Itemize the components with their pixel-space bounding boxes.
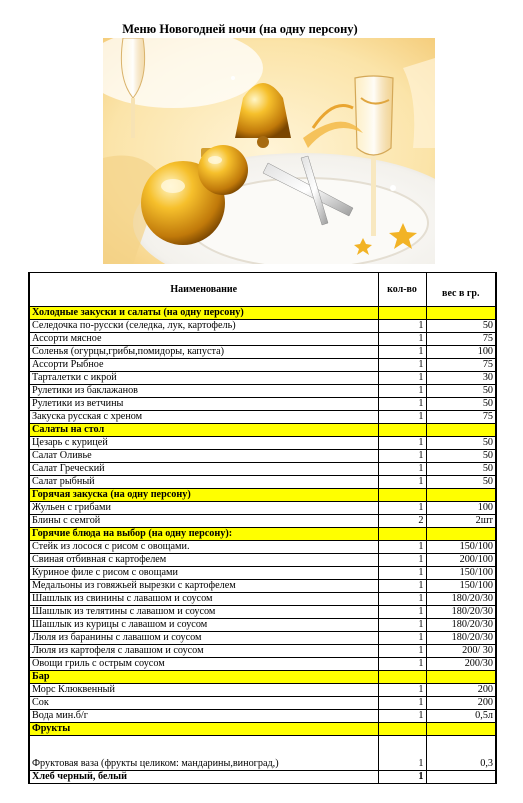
table-row xyxy=(29,554,496,567)
dish-qty: 1 xyxy=(378,502,426,515)
table-row xyxy=(29,398,496,411)
dish-name: Салат Оливье xyxy=(29,450,378,463)
dish-name: Жульен с грибами xyxy=(29,502,378,515)
dish-qty: 1 xyxy=(378,411,426,424)
column-header-qty: кол-во xyxy=(378,273,426,307)
dish-qty: 1 xyxy=(378,437,426,450)
dish-name: Вода мин.б/г xyxy=(29,710,378,723)
dish-qty: 1 xyxy=(378,606,426,619)
dish-qty xyxy=(378,424,426,437)
dish-name: Тарталетки с икрой xyxy=(29,372,378,385)
new-year-table-photo xyxy=(103,38,435,264)
dish-qty xyxy=(378,671,426,684)
table-row xyxy=(29,502,496,515)
dish-qty xyxy=(378,489,426,502)
dish-name: Овощи гриль с острым соусом xyxy=(29,658,378,671)
table-row xyxy=(29,437,496,450)
table-row xyxy=(29,476,496,489)
dish-qty: 1 xyxy=(378,710,426,723)
table-row xyxy=(29,385,496,398)
dish-name: Блины с семгой xyxy=(29,515,378,528)
dish-qty: 1 xyxy=(378,476,426,489)
dish-qty: 1 xyxy=(378,554,426,567)
dish-name: Свиная отбивная с картофелем xyxy=(29,554,378,567)
table-row xyxy=(29,632,496,645)
table-row xyxy=(29,619,496,632)
menu-table-body xyxy=(29,307,496,784)
table-row xyxy=(29,697,496,710)
table-header-row xyxy=(29,273,496,307)
category-row xyxy=(29,671,496,684)
dish-qty: 1 xyxy=(378,580,426,593)
dish-name: Люля из картофеля с лавашом и соусом xyxy=(29,645,378,658)
dish-weight: 50 xyxy=(426,476,496,489)
dish-name: Шашлык из телятины с лавашом и соусом xyxy=(29,606,378,619)
dish-weight: 30 xyxy=(426,372,496,385)
dish-weight: 100 xyxy=(426,346,496,359)
table-row xyxy=(29,320,496,333)
dish-qty: 1 xyxy=(378,372,426,385)
page-title: Меню Новогодней ночи (на одну персону) xyxy=(122,22,358,36)
dish-name: Ассорти Рыбное xyxy=(29,359,378,372)
dish-weight: 50 xyxy=(426,463,496,476)
column-header-name: Наименование xyxy=(29,273,378,307)
dish-weight: 150/100 xyxy=(426,567,496,580)
category-row xyxy=(29,424,496,437)
table-row xyxy=(29,333,496,346)
dish-qty: 1 xyxy=(378,463,426,476)
dish-weight xyxy=(426,489,496,502)
table-row xyxy=(29,771,496,784)
dish-weight xyxy=(426,307,496,320)
dish-weight: 200/30 xyxy=(426,658,496,671)
dish-qty: 1 xyxy=(378,658,426,671)
dish-name: Рулетики из ветчины xyxy=(29,398,378,411)
dish-name: Шашлык из курицы с лавашом и соусом xyxy=(29,619,378,632)
dish-name: Закуска русская с хреном xyxy=(29,411,378,424)
dish-name: Цезарь с курицей xyxy=(29,437,378,450)
dish-weight: 75 xyxy=(426,333,496,346)
table-row xyxy=(29,450,496,463)
table-row xyxy=(29,684,496,697)
table-row xyxy=(29,567,496,580)
dish-qty: 1 xyxy=(378,385,426,398)
dish-qty: 1 xyxy=(378,645,426,658)
dish-qty: 1 xyxy=(378,320,426,333)
dish-name: Люля из баранины с лавашом и соусом xyxy=(29,632,378,645)
dish-qty xyxy=(378,307,426,320)
dish-weight: 0,5л xyxy=(426,710,496,723)
dish-weight: 0,3 xyxy=(426,736,496,771)
dish-name: Соленья (огурцы,грибы,помидоры, капуста) xyxy=(29,346,378,359)
table-row xyxy=(29,645,496,658)
dish-name: Морс Клюквенный xyxy=(29,684,378,697)
dish-weight: 50 xyxy=(426,450,496,463)
dish-name: Медальоны из говяжьей вырезки с картофелем xyxy=(29,580,378,593)
dish-name: Стейк из лосося с рисом с овощами. xyxy=(29,541,378,554)
dish-qty: 1 xyxy=(378,771,426,784)
table-row xyxy=(29,411,496,424)
dish-weight: 2шт xyxy=(426,515,496,528)
dish-qty: 1 xyxy=(378,333,426,346)
table-row xyxy=(29,736,496,771)
dish-qty: 1 xyxy=(378,619,426,632)
table-row xyxy=(29,658,496,671)
category-title: Холодные закуски и салаты (на одну персону) xyxy=(29,307,378,320)
category-row xyxy=(29,528,496,541)
table-row xyxy=(29,541,496,554)
dish-qty: 1 xyxy=(378,632,426,645)
menu-table xyxy=(28,272,497,784)
dish-weight xyxy=(426,723,496,736)
dish-name: Рулетики из баклажанов xyxy=(29,385,378,398)
dish-weight: 200/ 30 xyxy=(426,645,496,658)
dish-weight: 50 xyxy=(426,398,496,411)
dish-qty xyxy=(378,528,426,541)
dish-weight: 200 xyxy=(426,697,496,710)
table-row xyxy=(29,359,496,372)
dish-name: Салат рыбный xyxy=(29,476,378,489)
dish-weight: 100 xyxy=(426,502,496,515)
category-row xyxy=(29,307,496,320)
table-row xyxy=(29,346,496,359)
dish-weight: 180/20/30 xyxy=(426,632,496,645)
dish-name: Ассорти мясное xyxy=(29,333,378,346)
dish-qty: 1 xyxy=(378,736,426,771)
dish-name: Фруктовая ваза (фрукты целиком: мандарины,виноград,) xyxy=(29,736,378,771)
category-row xyxy=(29,723,496,736)
dish-qty: 1 xyxy=(378,346,426,359)
dish-weight: 180/20/30 xyxy=(426,619,496,632)
dish-qty: 1 xyxy=(378,684,426,697)
dish-weight: 75 xyxy=(426,411,496,424)
dish-qty: 1 xyxy=(378,697,426,710)
dish-weight: 50 xyxy=(426,437,496,450)
dish-weight: 50 xyxy=(426,320,496,333)
dish-qty: 1 xyxy=(378,593,426,606)
dish-name: Куриное филе с рисом с овощами xyxy=(29,567,378,580)
category-title: Бар xyxy=(29,671,378,684)
dish-weight: 150/100 xyxy=(426,541,496,554)
dish-qty: 1 xyxy=(378,359,426,372)
table-row xyxy=(29,372,496,385)
category-title: Горячая закуска (на одну персону) xyxy=(29,489,378,502)
dish-weight: 200/100 xyxy=(426,554,496,567)
category-row xyxy=(29,489,496,502)
dish-weight xyxy=(426,771,496,784)
column-header-weight: вес в гр. xyxy=(426,273,496,307)
category-title: Горячие блюда на выбор (на одну персону): xyxy=(29,528,378,541)
dish-weight xyxy=(426,528,496,541)
dish-weight: 180/20/30 xyxy=(426,593,496,606)
table-row xyxy=(29,593,496,606)
dish-qty: 1 xyxy=(378,398,426,411)
table-row xyxy=(29,580,496,593)
dish-weight: 200 xyxy=(426,684,496,697)
dish-name: Сок xyxy=(29,697,378,710)
dish-qty xyxy=(378,723,426,736)
dish-name: Хлеб черный, белый xyxy=(29,771,378,784)
dish-qty: 2 xyxy=(378,515,426,528)
category-title: Фрукты xyxy=(29,723,378,736)
dish-qty: 1 xyxy=(378,541,426,554)
dish-weight: 150/100 xyxy=(426,580,496,593)
dish-weight: 75 xyxy=(426,359,496,372)
dish-weight: 50 xyxy=(426,385,496,398)
category-title: Салаты на стол xyxy=(29,424,378,437)
gold-ornament-icon xyxy=(198,145,248,195)
dish-qty: 1 xyxy=(378,450,426,463)
table-row xyxy=(29,606,496,619)
photo-illustration xyxy=(103,38,435,264)
dish-name: Салат Греческий xyxy=(29,463,378,476)
table-row xyxy=(29,710,496,723)
dish-weight xyxy=(426,424,496,437)
dish-name: Шашлык из свинины с лавашом и соусом xyxy=(29,593,378,606)
dish-weight xyxy=(426,671,496,684)
dish-weight: 180/20/30 xyxy=(426,606,496,619)
dish-name: Селедочка по-русски (селедка, лук, картофель) xyxy=(29,320,378,333)
dish-qty: 1 xyxy=(378,567,426,580)
table-row xyxy=(29,515,496,528)
table-row xyxy=(29,463,496,476)
